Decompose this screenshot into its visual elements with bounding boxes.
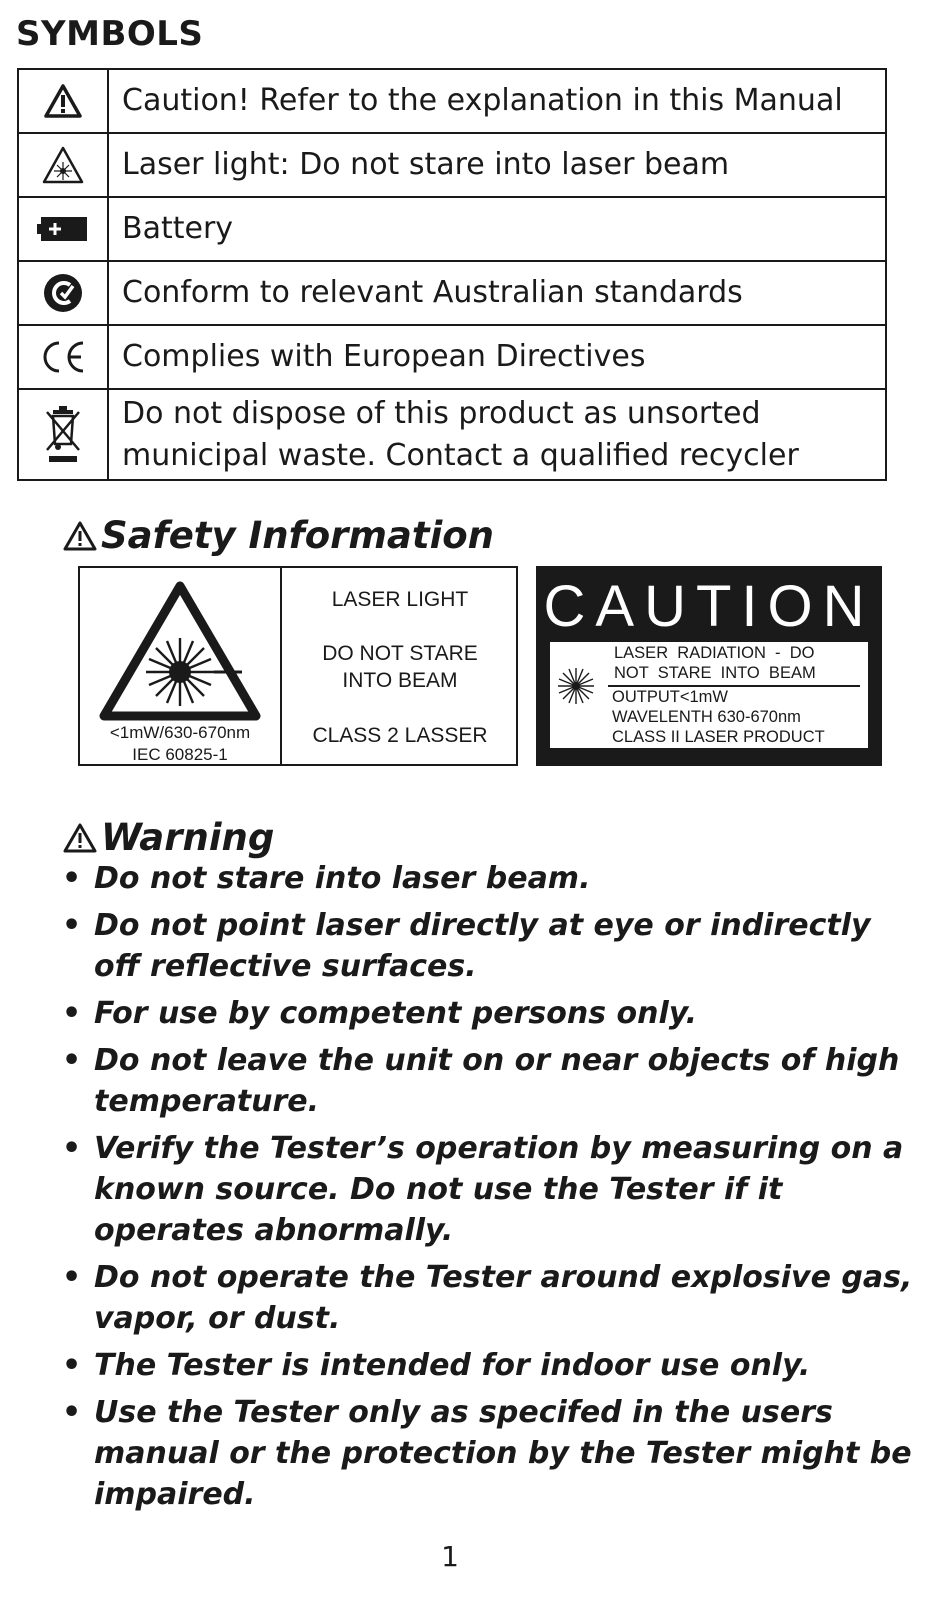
crossed-bin-icon [18,389,108,480]
symbol-description-line1: Do not dispose of this product as unsorted [122,395,761,431]
laser-label-line: CLASS 2 LASSER [312,724,488,747]
laser-label-line: LASER LIGHT [331,588,469,611]
laser-hazard-panel [80,568,282,764]
ce-mark-icon [18,325,108,389]
symbol-row [18,133,886,197]
laser-starburst-icon [556,666,596,706]
symbol-description: Battery [108,197,886,261]
symbol-description: Caution! Refer to the explanation in this Manual [108,69,886,133]
warning-item: • For use by competent persons only. [62,993,922,1034]
symbols-heading: SYMBOLS [16,14,204,54]
laser-hazard-triangle-icon [80,574,280,724]
warning-item: • Do not point laser directly at eye or indirectly off reflective surfaces. [62,905,922,987]
symbols-table [17,68,887,481]
caution-label-body [550,642,868,748]
warning-list [62,858,922,1521]
caution-line: CLASS II LASER PRODUCT [612,728,825,746]
safety-information-heading [63,514,494,557]
symbol-row [18,389,886,480]
warning-item: • Verify the Tester’s operation by measuring on a known source. Do not use the Tester if it operates abnormally. [62,1128,922,1251]
warning-item: • Do not leave the unit on or near objects of high temperature. [62,1040,922,1122]
symbol-description [108,389,886,480]
page-number: 1 [441,1540,459,1573]
laser-standard-text: IEC 60825-1 [132,745,228,764]
symbol-row [18,69,886,133]
laser-label-line: DO NOT STARE [322,642,478,665]
symbol-row [18,325,886,389]
caution-title: CAUTION [543,574,875,639]
warning-title: Warning [101,816,275,859]
battery-icon [18,197,108,261]
symbol-row [18,197,886,261]
warning-item: • Do not operate the Tester around explosive gas, vapor, or dust. [62,1257,922,1339]
laser-label-line: INTO BEAM [342,669,458,692]
laser-label-text-panel [282,568,516,764]
warning-heading [63,816,274,859]
laser-triangle-icon [18,133,108,197]
caution-line: NOT STARE INTO BEAM [614,664,816,682]
symbol-description: Complies with European Directives [108,325,886,389]
warning-triangle-icon [63,822,97,854]
warning-item: • Use the Tester only as specifed in the users manual or the protection by the Tester might be impaired. [62,1392,922,1515]
symbol-description-line2: municipal waste. Contact a qualified recycler [122,437,799,473]
caution-divider [608,685,860,687]
laser-warning-label [78,566,518,766]
symbol-row [18,261,886,325]
caution-line: OUTPUT<1mW [612,688,728,706]
warning-triangle-icon [18,69,108,133]
symbol-description: Conform to relevant Australian standards [108,261,886,325]
warning-triangle-icon [63,520,97,552]
caution-label [536,566,882,766]
warning-item: • The Tester is intended for indoor use only. [62,1345,922,1386]
symbol-description: Laser light: Do not stare into laser beam [108,133,886,197]
caution-line: WAVELENTH 630-670nm [612,708,801,726]
safety-information-title: Safety Information [101,514,495,557]
laser-spec-text: <1mW/630-670nm [109,723,251,742]
caution-line: LASER RADIATION - DO [614,644,815,662]
warning-item: • Do not stare into laser beam. [62,858,922,899]
c-tick-icon [18,261,108,325]
